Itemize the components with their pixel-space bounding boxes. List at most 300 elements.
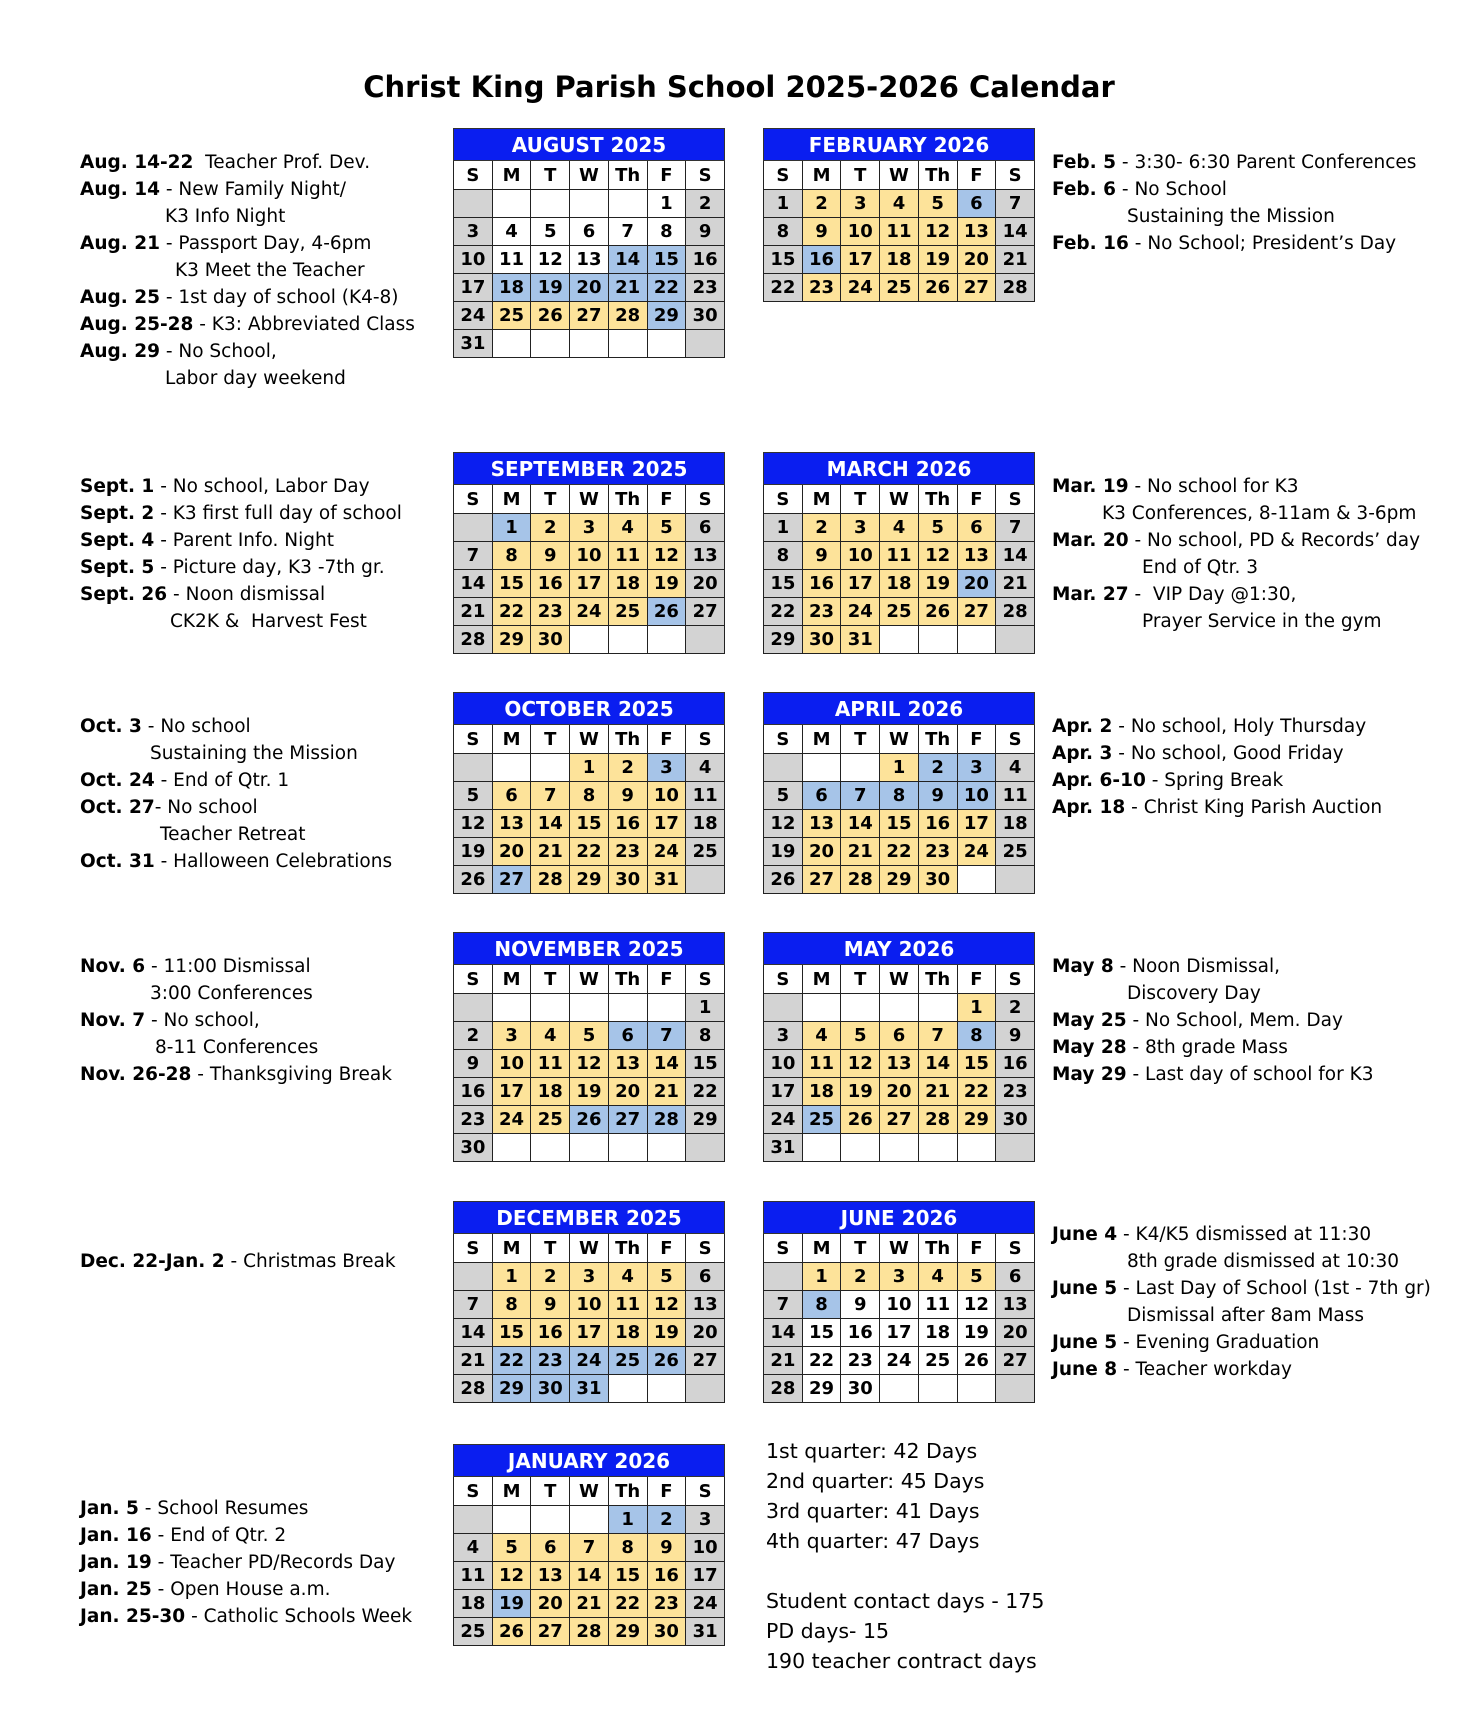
day-cell: 30 <box>996 1106 1035 1134</box>
event-line <box>1052 1329 1431 1356</box>
day-cell: 1 <box>802 1263 841 1291</box>
event-text: - K3: Abbreviated Class <box>193 314 415 335</box>
weekday-header: T <box>841 1234 880 1263</box>
day-cell: 10 <box>686 1534 725 1562</box>
day-cell: 16 <box>802 570 841 598</box>
event-text: - Christ King Parish Auction <box>1125 797 1383 818</box>
empty-day-cell <box>531 754 570 782</box>
day-cell: 2 <box>802 514 841 542</box>
event-line <box>80 794 392 821</box>
day-cell: 11 <box>918 1291 957 1319</box>
event-line <box>80 311 415 338</box>
day-cell: 19 <box>647 1319 686 1347</box>
event-text: - Open House a.m. <box>151 1579 331 1600</box>
day-count-line: 1st quarter: 42 Days <box>766 1439 978 1463</box>
day-count-line: PD days- 15 <box>766 1619 890 1643</box>
weekday-header: F <box>647 485 686 514</box>
weekday-header: S <box>764 161 803 190</box>
day-cell: 1 <box>570 754 609 782</box>
event-line <box>80 284 415 311</box>
event-date: Apr. 2 <box>1052 716 1113 737</box>
event-line <box>1052 473 1420 500</box>
empty-day-cell <box>880 626 919 654</box>
day-cell: 31 <box>764 1134 803 1162</box>
weekday-header: F <box>647 725 686 754</box>
empty-day-cell <box>570 1134 609 1162</box>
day-cell: 21 <box>764 1347 803 1375</box>
day-cell: 12 <box>841 1050 880 1078</box>
day-cell: 21 <box>454 598 493 626</box>
weekday-header: T <box>841 965 880 994</box>
event-date: Sept. 1 <box>80 476 155 497</box>
day-cell: 2 <box>531 1263 570 1291</box>
day-cell: 22 <box>686 1078 725 1106</box>
day-cell: 12 <box>492 1562 531 1590</box>
event-text: - Last Day of School (1st - 7th gr) <box>1117 1278 1431 1299</box>
weekday-header: T <box>531 1234 570 1263</box>
day-cell: 27 <box>531 1618 570 1646</box>
event-line <box>1052 176 1416 203</box>
event-line <box>1052 980 1373 1007</box>
event-line <box>1052 230 1416 257</box>
event-line <box>80 1007 392 1034</box>
day-cell: 9 <box>531 542 570 570</box>
weekday-header: F <box>647 1477 686 1506</box>
day-cell: 24 <box>880 1347 919 1375</box>
day-cell: 27 <box>880 1106 919 1134</box>
day-cell: 25 <box>686 838 725 866</box>
day-cell: 20 <box>996 1319 1035 1347</box>
event-line <box>80 1248 396 1275</box>
day-cell: 15 <box>570 810 609 838</box>
event-list <box>80 149 415 392</box>
empty-day-cell <box>957 1375 996 1403</box>
day-cell: 19 <box>764 838 803 866</box>
day-cell: 9 <box>918 782 957 810</box>
event-text: - Teacher workday <box>1117 1359 1292 1380</box>
day-cell: 25 <box>996 838 1035 866</box>
weekday-header: T <box>841 485 880 514</box>
day-cell: 5 <box>764 782 803 810</box>
weekday-header: Th <box>608 1477 647 1506</box>
day-cell: 15 <box>647 246 686 274</box>
day-cell: 13 <box>686 1291 725 1319</box>
day-count-line: 190 teacher contract days <box>766 1649 1037 1673</box>
day-cell: 28 <box>454 1375 493 1403</box>
event-line <box>1052 149 1416 176</box>
event-text: - VIP Day @1:30, <box>1128 584 1297 605</box>
empty-day-cell <box>531 1506 570 1534</box>
day-counts <box>766 1436 1044 1676</box>
weekday-header: W <box>880 161 919 190</box>
day-cell: 10 <box>957 782 996 810</box>
event-text: - Noon dismissal <box>167 584 326 605</box>
empty-day-cell <box>686 330 725 358</box>
event-text: - Last day of school for K3 <box>1126 1064 1374 1085</box>
day-cell: 6 <box>957 514 996 542</box>
day-cell: 9 <box>531 1291 570 1319</box>
day-cell: 25 <box>492 302 531 330</box>
day-cell: 18 <box>686 810 725 838</box>
day-cell: 24 <box>492 1106 531 1134</box>
day-cell: 13 <box>686 542 725 570</box>
day-count-line <box>766 1556 1044 1586</box>
day-cell: 10 <box>764 1050 803 1078</box>
day-cell: 17 <box>570 1319 609 1347</box>
weekday-header: W <box>880 485 919 514</box>
day-cell: 28 <box>570 1618 609 1646</box>
day-cell: 26 <box>918 598 957 626</box>
day-cell: 13 <box>957 542 996 570</box>
event-date: Aug. 14 <box>80 179 160 200</box>
day-cell: 8 <box>570 782 609 810</box>
event-text: - No school, PD & Records’ day <box>1128 530 1421 551</box>
day-cell: 21 <box>647 1078 686 1106</box>
day-cell: 12 <box>918 218 957 246</box>
day-cell: 2 <box>802 190 841 218</box>
day-cell: 25 <box>880 274 919 302</box>
day-cell: 14 <box>570 1562 609 1590</box>
empty-day-cell <box>686 1134 725 1162</box>
day-cell: 18 <box>531 1078 570 1106</box>
empty-day-cell <box>957 626 996 654</box>
event-text: - K4/K5 dismissed at 11:30 <box>1117 1224 1372 1245</box>
day-cell: 14 <box>531 810 570 838</box>
day-cell: 20 <box>492 838 531 866</box>
day-cell: 18 <box>880 570 919 598</box>
day-cell: 7 <box>570 1534 609 1562</box>
event-line <box>80 473 402 500</box>
event-text: - Christmas Break <box>224 1251 396 1272</box>
month-calendar <box>453 692 725 894</box>
empty-day-cell <box>608 1375 647 1403</box>
day-cell: 3 <box>764 1022 803 1050</box>
event-line <box>80 821 392 848</box>
day-cell: 25 <box>454 1618 493 1646</box>
day-cell: 22 <box>492 1347 531 1375</box>
event-date: Sept. 26 <box>80 584 168 605</box>
day-cell: 16 <box>918 810 957 838</box>
event-text: K3 Conferences, 8-11am & 3-6pm <box>1102 503 1417 524</box>
event-line <box>1052 608 1420 635</box>
day-cell: 14 <box>841 810 880 838</box>
weekday-header: S <box>996 485 1035 514</box>
event-list <box>80 713 392 875</box>
day-cell: 29 <box>647 302 686 330</box>
day-cell: 6 <box>686 1263 725 1291</box>
day-cell: 2 <box>918 754 957 782</box>
event-text: Discovery Day <box>1127 983 1261 1004</box>
day-cell: 18 <box>996 810 1035 838</box>
event-line <box>80 740 392 767</box>
day-cell: 17 <box>686 1562 725 1590</box>
day-cell: 24 <box>686 1590 725 1618</box>
day-cell: 10 <box>570 542 609 570</box>
weekday-header: M <box>802 1234 841 1263</box>
weekday-header: F <box>647 161 686 190</box>
event-text: - No school, Good Friday <box>1112 743 1344 764</box>
day-cell: 26 <box>764 866 803 894</box>
event-text: - No School, <box>159 341 277 362</box>
event-line <box>80 1061 392 1088</box>
event-text: - No School <box>1116 179 1227 200</box>
day-cell: 22 <box>492 598 531 626</box>
event-text: CK2K & Harvest Fest <box>170 611 367 632</box>
event-date: Aug. 21 <box>80 233 160 254</box>
day-cell: 28 <box>996 274 1035 302</box>
day-cell: 25 <box>531 1106 570 1134</box>
day-cell: 1 <box>686 994 725 1022</box>
empty-day-cell <box>802 754 841 782</box>
month-title: NOVEMBER 2025 <box>454 933 725 965</box>
month-calendar <box>763 932 1035 1162</box>
month-calendar <box>763 1201 1035 1403</box>
weekday-header: T <box>531 161 570 190</box>
day-cell: 10 <box>454 246 493 274</box>
day-cell: 26 <box>957 1347 996 1375</box>
day-cell: 15 <box>802 1319 841 1347</box>
day-cell: 11 <box>492 246 531 274</box>
event-list <box>80 1248 396 1275</box>
day-cell: 22 <box>802 1347 841 1375</box>
day-cell: 5 <box>841 1022 880 1050</box>
empty-day-cell <box>764 754 803 782</box>
event-text: K3 Meet the Teacher <box>175 260 365 281</box>
day-cell: 1 <box>880 754 919 782</box>
day-cell: 10 <box>880 1291 919 1319</box>
day-cell: 31 <box>841 626 880 654</box>
day-cell: 4 <box>608 514 647 542</box>
day-cell: 28 <box>764 1375 803 1403</box>
day-cell: 27 <box>686 598 725 626</box>
day-cell: 15 <box>492 570 531 598</box>
day-cell: 15 <box>764 246 803 274</box>
day-cell: 31 <box>686 1618 725 1646</box>
day-cell: 12 <box>647 542 686 570</box>
weekday-header: S <box>996 161 1035 190</box>
day-cell: 11 <box>608 1291 647 1319</box>
day-cell: 26 <box>454 866 493 894</box>
day-cell: 4 <box>686 754 725 782</box>
event-text: - 3:30- 6:30 Parent Conferences <box>1116 152 1417 173</box>
month-title: AUGUST 2025 <box>454 129 725 161</box>
day-cell: 25 <box>918 1347 957 1375</box>
day-cell: 4 <box>454 1534 493 1562</box>
weekday-header: W <box>570 965 609 994</box>
event-line <box>1052 1275 1431 1302</box>
event-text: - Thanksgiving Break <box>191 1064 392 1085</box>
event-text: Teacher Prof. Dev. <box>193 152 371 173</box>
empty-day-cell <box>686 1375 725 1403</box>
empty-day-cell <box>764 994 803 1022</box>
day-cell: 17 <box>454 274 493 302</box>
day-cell: 30 <box>918 866 957 894</box>
empty-day-cell <box>454 994 493 1022</box>
day-cell: 23 <box>686 274 725 302</box>
event-date: May 28 <box>1052 1037 1127 1058</box>
weekday-header: S <box>454 725 493 754</box>
event-line <box>80 980 392 1007</box>
empty-day-cell <box>570 330 609 358</box>
day-cell: 26 <box>647 1347 686 1375</box>
day-cell: 15 <box>880 810 919 838</box>
event-text: - No school <box>154 797 258 818</box>
day-cell: 14 <box>996 542 1035 570</box>
weekday-header: Th <box>918 1234 957 1263</box>
day-cell: 14 <box>764 1319 803 1347</box>
day-cell: 12 <box>764 810 803 838</box>
event-text: - No school, Holy Thursday <box>1112 716 1367 737</box>
day-cell: 19 <box>454 838 493 866</box>
event-text: - No school, Labor Day <box>154 476 370 497</box>
day-cell: 19 <box>841 1078 880 1106</box>
empty-day-cell <box>996 866 1035 894</box>
event-text: - No school for K3 <box>1128 476 1299 497</box>
day-cell: 27 <box>957 274 996 302</box>
month-calendar <box>763 128 1035 302</box>
day-cell: 3 <box>647 754 686 782</box>
event-date: Nov. 26-28 <box>80 1064 192 1085</box>
day-cell: 24 <box>841 598 880 626</box>
event-text: - No school, <box>145 1010 260 1031</box>
day-cell: 27 <box>570 302 609 330</box>
day-cell: 24 <box>647 838 686 866</box>
weekday-header: S <box>764 1234 803 1263</box>
event-date: Nov. 6 <box>80 956 146 977</box>
day-cell: 11 <box>996 782 1035 810</box>
day-cell: 7 <box>531 782 570 810</box>
event-line <box>1052 767 1382 794</box>
day-cell: 21 <box>570 1590 609 1618</box>
day-cell: 19 <box>918 570 957 598</box>
event-line <box>1052 1221 1431 1248</box>
weekday-header: Th <box>918 965 957 994</box>
month-title: FEBRUARY 2026 <box>764 129 1035 161</box>
month-calendar <box>453 452 725 654</box>
weekday-header: M <box>802 485 841 514</box>
weekday-header: T <box>841 161 880 190</box>
day-cell: 28 <box>608 302 647 330</box>
weekday-header: S <box>454 1234 493 1263</box>
day-cell: 21 <box>531 838 570 866</box>
event-date: June 5 <box>1052 1278 1118 1299</box>
day-cell: 25 <box>802 1106 841 1134</box>
weekday-header: S <box>764 485 803 514</box>
day-cell: 6 <box>802 782 841 810</box>
event-list <box>1052 1221 1431 1383</box>
day-cell: 5 <box>918 190 957 218</box>
event-text: 3:00 Conferences <box>150 983 313 1004</box>
day-cell: 20 <box>957 246 996 274</box>
day-cell: 3 <box>841 190 880 218</box>
day-cell: 23 <box>802 598 841 626</box>
day-cell: 2 <box>608 754 647 782</box>
day-cell: 8 <box>608 1534 647 1562</box>
day-cell: 9 <box>996 1022 1035 1050</box>
day-cell: 4 <box>996 754 1035 782</box>
day-cell: 8 <box>764 218 803 246</box>
day-cell: 11 <box>686 782 725 810</box>
day-cell: 23 <box>608 838 647 866</box>
event-line <box>80 527 402 554</box>
event-line <box>1052 500 1420 527</box>
event-line <box>1052 1034 1373 1061</box>
day-cell: 4 <box>880 514 919 542</box>
event-date: Mar. 20 <box>1052 530 1129 551</box>
weekday-header: W <box>880 725 919 754</box>
day-cell: 21 <box>454 1347 493 1375</box>
day-cell: 4 <box>531 1022 570 1050</box>
day-cell: 5 <box>570 1022 609 1050</box>
event-date: Mar. 27 <box>1052 584 1129 605</box>
day-cell: 8 <box>492 1291 531 1319</box>
day-cell: 14 <box>454 1319 493 1347</box>
day-cell: 25 <box>608 598 647 626</box>
day-cell: 1 <box>957 994 996 1022</box>
day-cell: 1 <box>492 514 531 542</box>
day-cell: 17 <box>647 810 686 838</box>
weekday-header: S <box>996 965 1035 994</box>
event-text: - No school <box>141 716 251 737</box>
weekday-header: F <box>957 1234 996 1263</box>
day-cell: 6 <box>608 1022 647 1050</box>
event-date: Sept. 4 <box>80 530 155 551</box>
event-date: Feb. 5 <box>1052 152 1117 173</box>
day-cell: 27 <box>996 1347 1035 1375</box>
empty-day-cell <box>957 1134 996 1162</box>
day-cell: 26 <box>918 274 957 302</box>
event-date: Jan. 16 <box>80 1525 152 1546</box>
day-cell: 1 <box>608 1506 647 1534</box>
event-line <box>1052 1302 1431 1329</box>
day-cell: 16 <box>996 1050 1035 1078</box>
day-cell: 28 <box>647 1106 686 1134</box>
month-calendar <box>453 128 725 358</box>
day-cell: 6 <box>686 514 725 542</box>
day-cell: 15 <box>608 1562 647 1590</box>
empty-day-cell <box>647 330 686 358</box>
day-cell: 3 <box>570 514 609 542</box>
day-cell: 20 <box>570 274 609 302</box>
day-cell: 6 <box>570 218 609 246</box>
event-line <box>80 365 415 392</box>
empty-day-cell <box>647 1134 686 1162</box>
day-cell: 16 <box>647 1562 686 1590</box>
event-line <box>1052 527 1420 554</box>
weekday-header: S <box>686 161 725 190</box>
event-date: Aug. 29 <box>80 341 160 362</box>
empty-day-cell <box>880 1134 919 1162</box>
event-text: End of Qtr. 3 <box>1142 557 1259 578</box>
event-date: Oct. 27 <box>80 797 155 818</box>
month-title: DECEMBER 2025 <box>454 1202 725 1234</box>
event-list <box>80 1495 412 1630</box>
empty-day-cell <box>957 866 996 894</box>
event-list <box>1052 473 1420 635</box>
day-cell: 12 <box>531 246 570 274</box>
day-cell: 24 <box>570 598 609 626</box>
day-cell: 22 <box>764 274 803 302</box>
day-cell: 28 <box>918 1106 957 1134</box>
event-text: - No School; President’s Day <box>1128 233 1397 254</box>
day-cell: 20 <box>802 838 841 866</box>
day-cell: 24 <box>454 302 493 330</box>
event-line <box>1052 740 1382 767</box>
event-line <box>80 338 415 365</box>
event-text: - 8th grade Mass <box>1126 1037 1288 1058</box>
event-line <box>80 149 415 176</box>
day-cell: 28 <box>454 626 493 654</box>
